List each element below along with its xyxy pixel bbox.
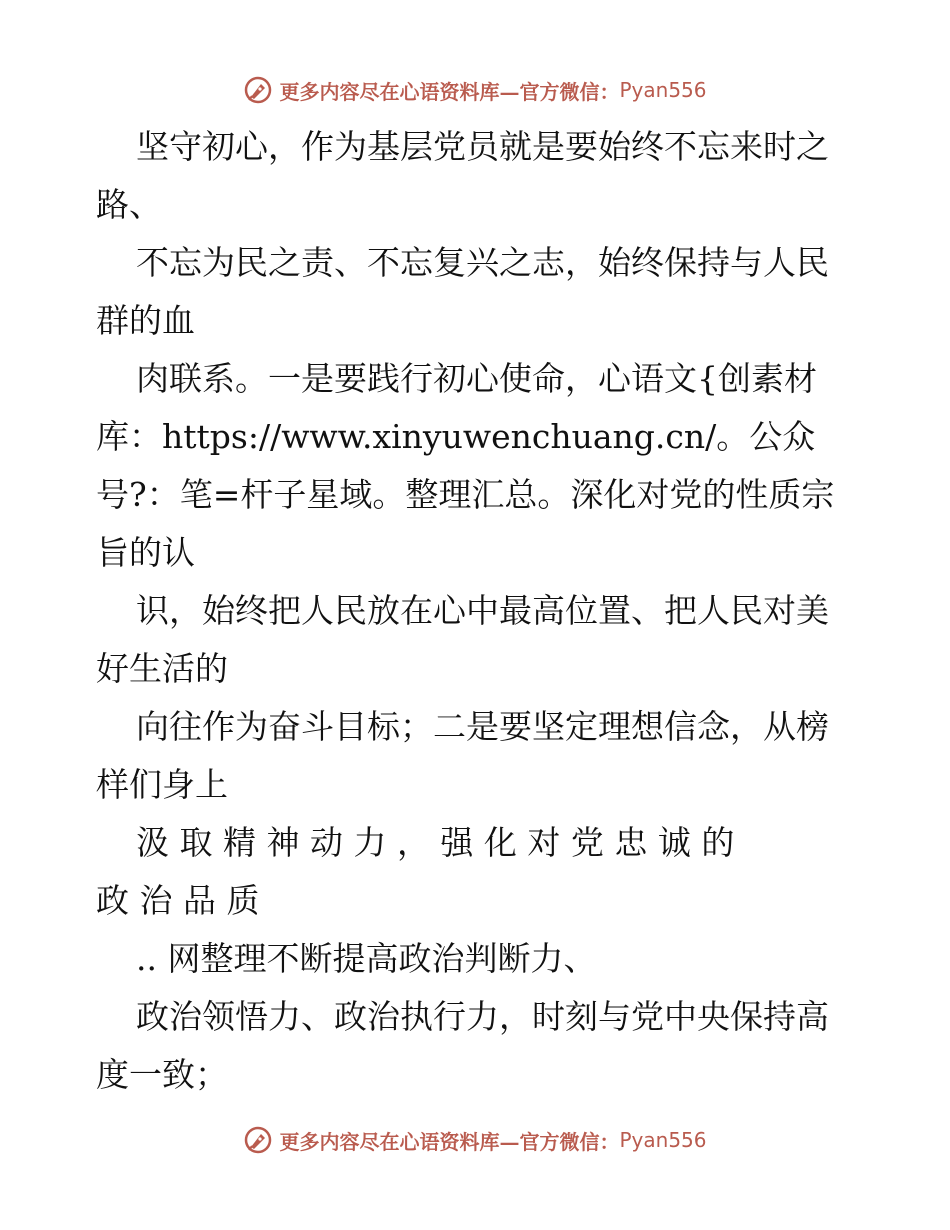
paragraph-line: 汲 取 精 神 动 力 ， 强 化 对 党 忠 诚 的 <box>136 823 735 862</box>
paragraph-line: 群的血 <box>96 301 195 340</box>
paragraph-line: 向往作为奋斗目标；二是要坚定理想信念，从榜 <box>136 707 829 746</box>
pen-nib-logo-icon <box>243 75 273 105</box>
header-banner-text: 更多内容尽在心语资料库—官方微信： <box>279 79 620 104</box>
paragraph-line: 不忘为民之责、不忘复兴之志，始终保持与人民 <box>136 243 829 282</box>
paragraph-line: 库：https://www.xinyuwenchuang.cn/。公众 <box>96 417 816 456</box>
paragraph-line: 样们身上 <box>96 765 228 804</box>
paragraph-line: 识，始终把人民放在心中最高位置、把人民对美 <box>136 591 829 630</box>
paragraph-line: 政 治 品 质 <box>96 881 260 920</box>
paragraph-line: 好生活的 <box>96 649 228 688</box>
header-banner-account: Pyan556 <box>619 78 707 102</box>
pen-nib-logo-icon <box>243 1125 273 1155</box>
paragraph-line: .. 网整理不断提高政治判断力、 <box>136 939 597 978</box>
footer-banner-text: 更多内容尽在心语资料库—官方微信： <box>279 1129 620 1154</box>
paragraph-line: 路、 <box>96 185 162 224</box>
paragraph-line: 度一致； <box>96 1055 228 1094</box>
footer-banner <box>0 1120 950 1160</box>
paragraph-line: 肉联系。一是要践行初心使命，心语文{创素材 <box>136 359 817 398</box>
footer-banner-account: Pyan556 <box>619 1128 707 1152</box>
paragraph-line: 号?：笔=杆子星域。整理汇总。深化对党的性质宗 <box>96 475 835 514</box>
header-banner <box>0 70 950 110</box>
paragraph-line: 旨的认 <box>96 533 195 572</box>
paragraph-line: 坚守初心，作为基层党员就是要始终不忘来时之 <box>136 127 829 166</box>
document-body <box>96 118 856 1104</box>
paragraph-line: 政治领悟力、政治执行力，时刻与党中央保持高 <box>136 997 829 1036</box>
